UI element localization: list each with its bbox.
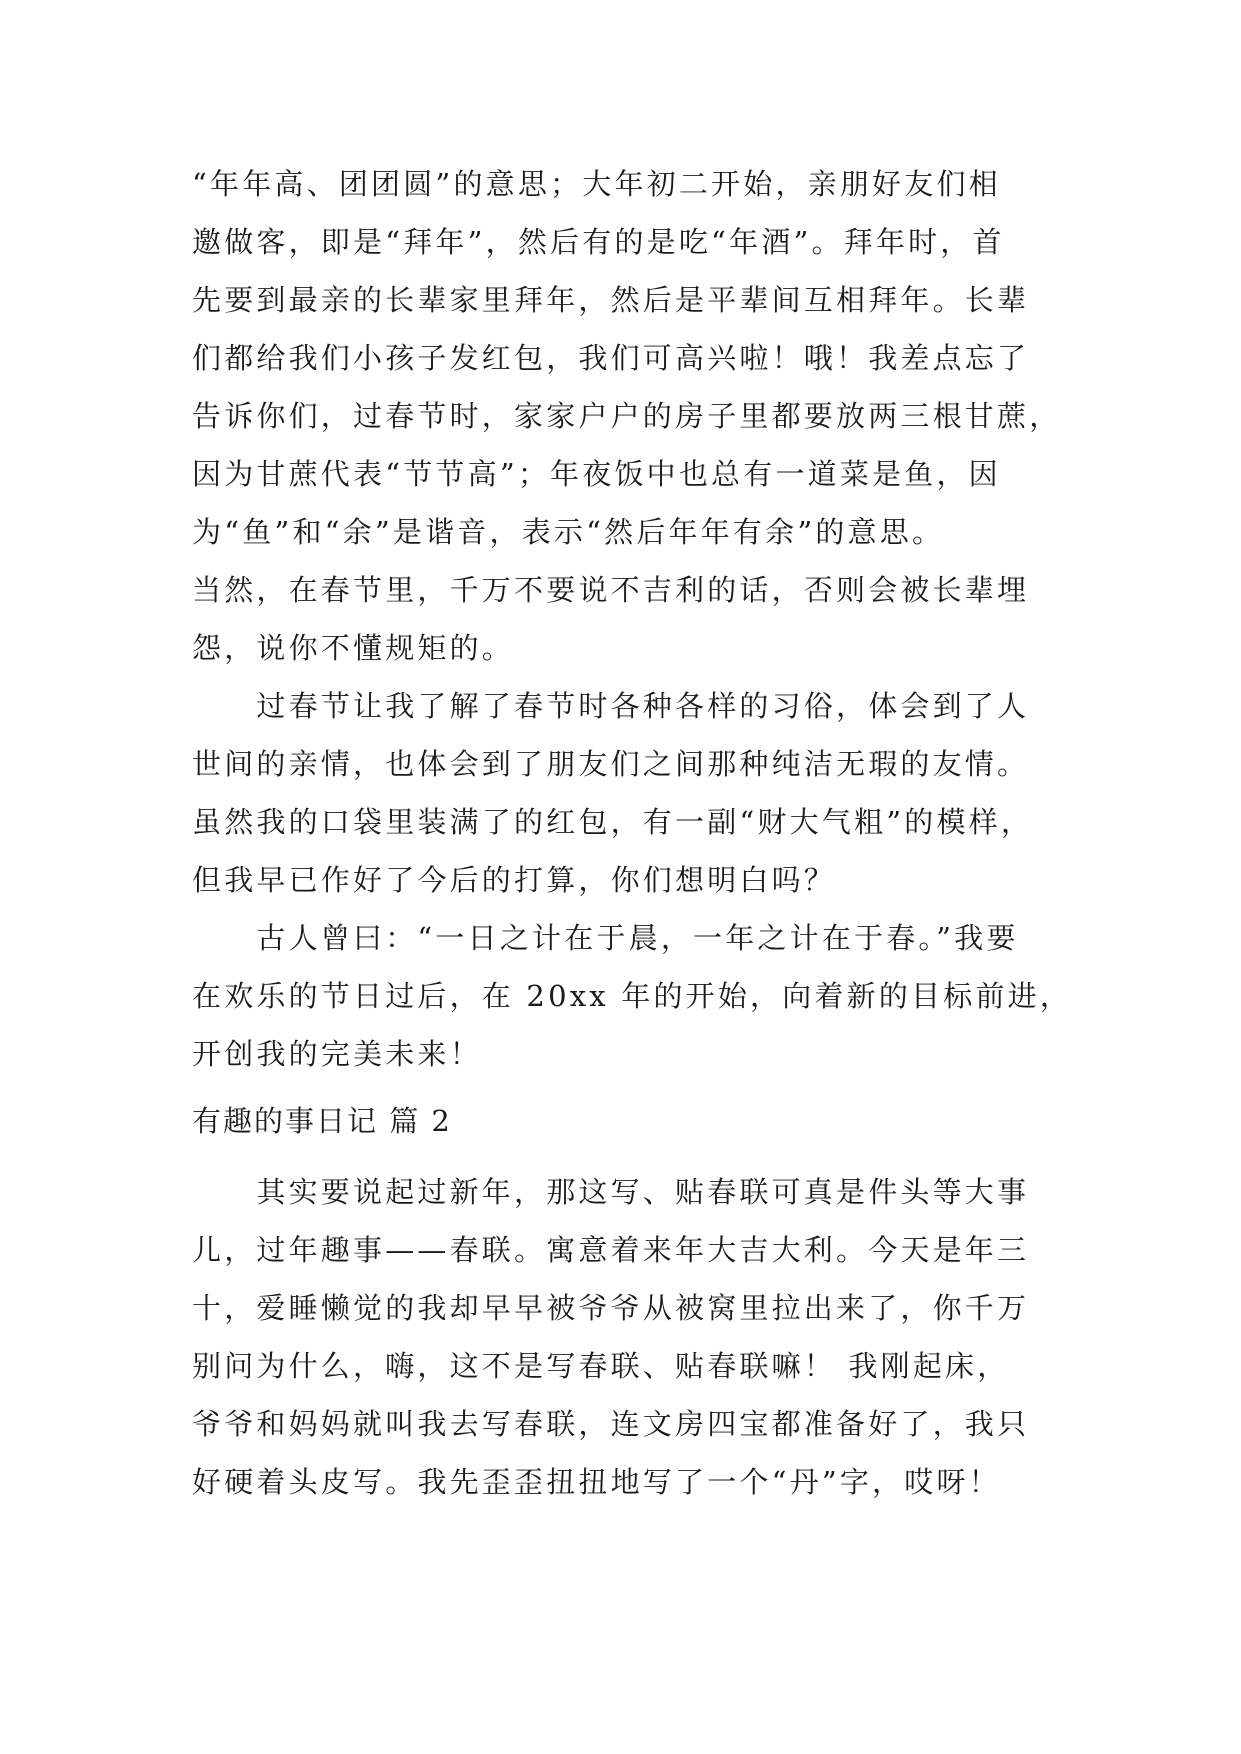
paragraph-line: 先要到最亲的长辈家里拜年，然后是平辈间互相拜年。长辈: [192, 283, 1030, 317]
paragraph-line: 别问为什么，嗨，这不是写春联、贴春联嘛！ 我刚起床，: [192, 1349, 1010, 1383]
paragraph-line: 爷爷和妈妈就叫我去写春联，连文房四宝都准备好了，我只: [192, 1407, 1030, 1441]
paragraph-line: 们都给我们小孩子发红包，我们可高兴啦！哦！我差点忘了: [192, 341, 1030, 375]
paragraph-line: 告诉你们，过春节时，家家户户的房子里都要放两三根甘蔗，: [192, 399, 1062, 433]
paragraph-line: “年年高、团团圆”的意思；大年初二开始，亲朋好友们相: [192, 167, 1001, 201]
paragraph-line: 儿，过年趣事——春联。寓意着来年大吉大利。今天是年三: [192, 1233, 1030, 1267]
paragraph-line: 虽然我的口袋里装满了的红包，有一副“财大气粗”的模样，: [192, 805, 1034, 839]
paragraph-line: 因为甘蔗代表“节节高”；年夜饭中也总有一道菜是鱼，因: [192, 457, 1001, 491]
paragraph-line: 但我早已作好了今后的打算，你们想明白吗？: [192, 863, 837, 897]
paragraph-line: 开创我的完美未来！: [192, 1037, 482, 1071]
paragraph-line: 其实要说起过新年，那这写、贴春联可真是件头等大事: [192, 1175, 1030, 1209]
paragraph-line: 怨，说你不懂规矩的。: [192, 631, 515, 665]
paragraph-line: 古人曾曰：“一日之计在于晨，一年之计在于春。”我要: [192, 921, 1019, 955]
paragraph-line: 好硬着头皮写。我先歪歪扭扭地写了一个“丹”字，哎呀！: [192, 1465, 1001, 1499]
paragraph-line: 当然，在春节里，千万不要说不吉利的话，否则会被长辈埋: [192, 573, 1030, 607]
paragraph-line: 为“鱼”和“余”是谐音，表示“然后年年有余”的意思。: [192, 515, 945, 549]
paragraph-line: 邀做客，即是“拜年”，然后有的是吃“年酒”。拜年时，首: [192, 225, 1005, 259]
paragraph-line: 在欢乐的节日过后，在 20xx 年的开始，向着新的目标前进，: [192, 979, 1073, 1013]
section-2-heading: 有趣的事日记 篇 2: [192, 1104, 452, 1138]
paragraph-line: 十，爱睡懒觉的我却早早被爷爷从被窝里拉出来了，你千万: [192, 1291, 1030, 1325]
paragraph-line: 过春节让我了解了春节时各种各样的习俗，体会到了人: [192, 689, 1030, 723]
paragraph-line: 世间的亲情，也体会到了朋友们之间那种纯洁无瑕的友情。: [192, 747, 1030, 781]
